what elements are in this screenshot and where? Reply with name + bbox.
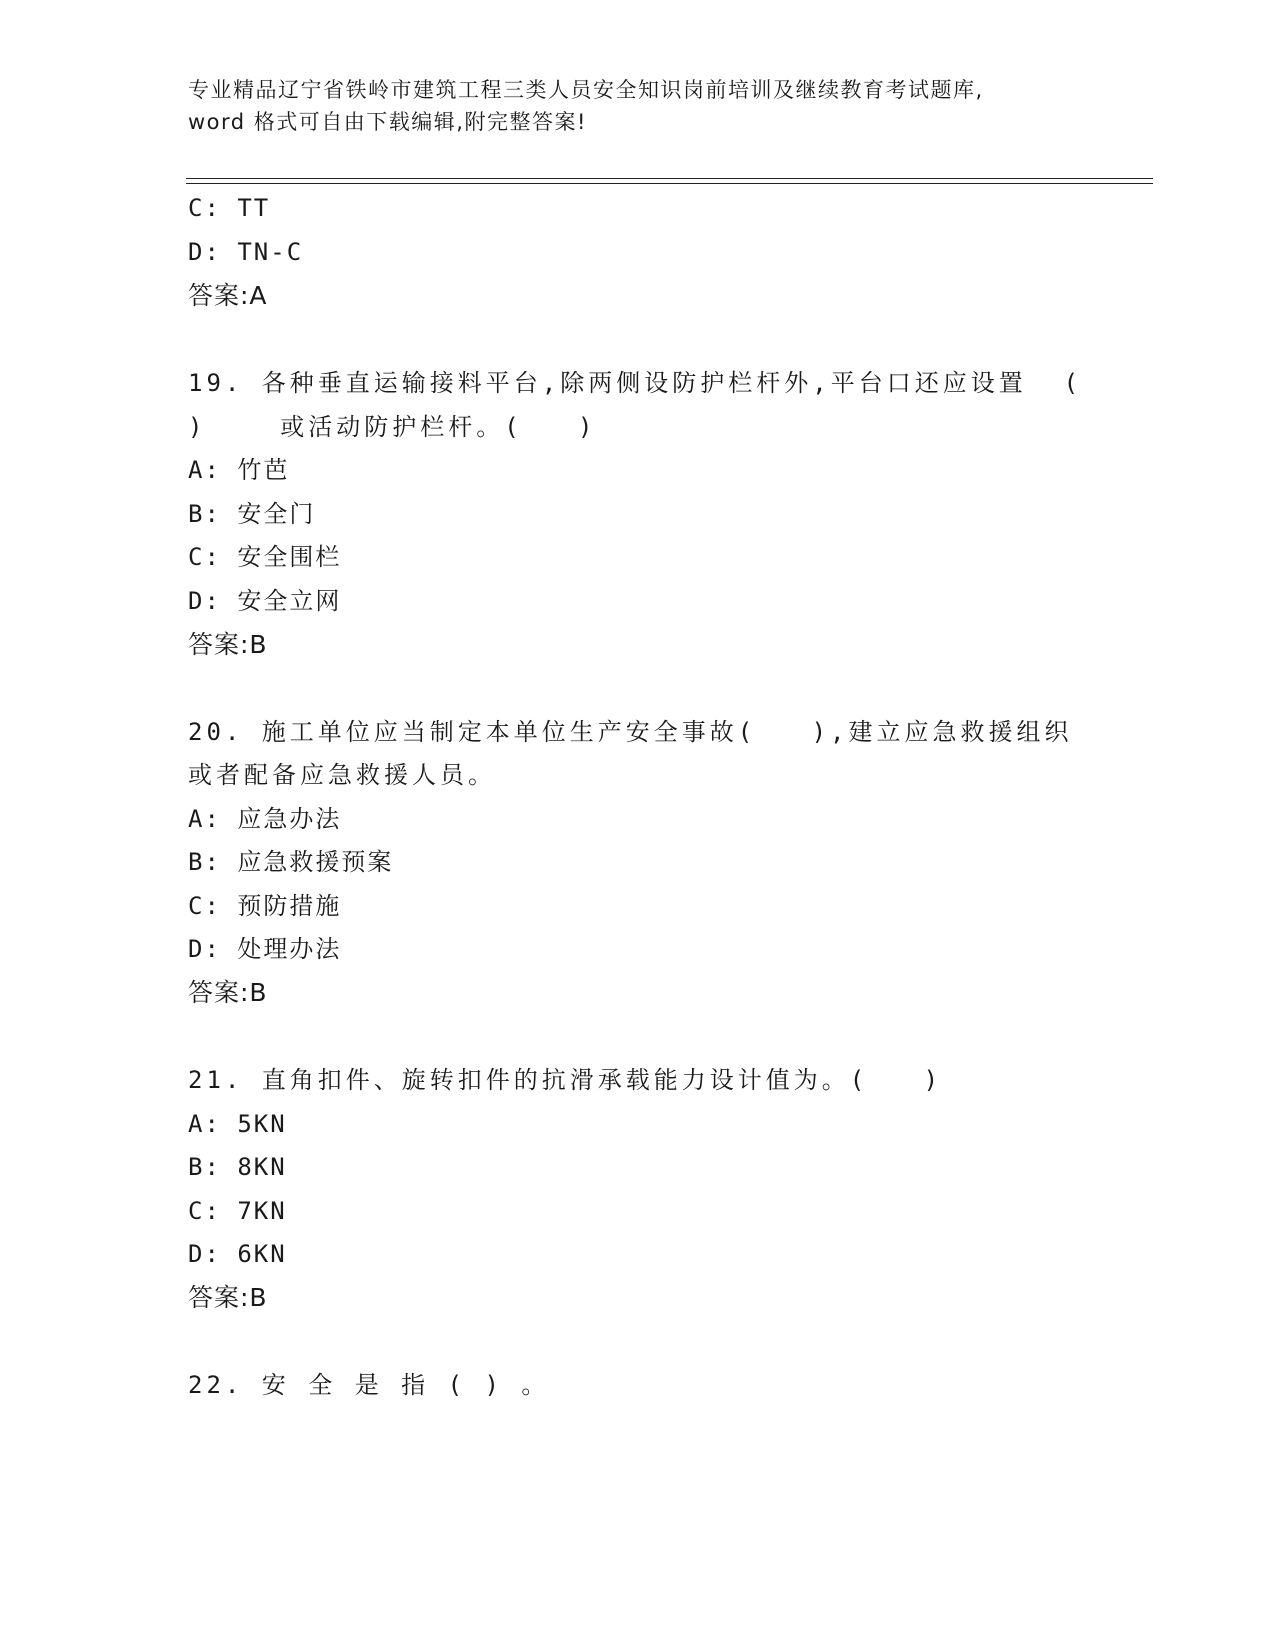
q20-option-b: B: 应急救援预案 [188, 848, 394, 876]
header-divider-top [186, 178, 1153, 179]
q21-option-d: D: 6KN [188, 1240, 287, 1268]
prev-option-c: C: TT [188, 194, 271, 222]
q20-option-c: C: 预防措施 [188, 892, 342, 920]
q19-option-c: C: 安全围栏 [188, 543, 342, 571]
q20-stem-line-1: 20. 施工单位应当制定本单位生产安全事故( ),建立应急救援组织 [188, 718, 1073, 746]
header-divider-bottom [186, 183, 1153, 184]
q19-stem-line-1: 19. 各种垂直运输接料平台,除两侧设防护栏杆外,平台口还应设置 ( [188, 369, 1083, 397]
q20-option-a: A: 应急办法 [188, 805, 342, 833]
q19-option-b: B: 安全门 [188, 500, 316, 528]
q19-option-d: D: 安全立网 [188, 587, 342, 615]
q19-stem-line-2: ) 或活动防护栏杆。( ) [188, 413, 597, 441]
q21-answer: 答案:B [188, 1283, 268, 1312]
document-header [188, 74, 1068, 138]
q21-option-c: C: 7KN [188, 1197, 287, 1225]
header-title-line-2: word 格式可自由下载编辑,附完整答案! [188, 110, 587, 134]
q21-stem-line-1: 21. 直角扣件、旋转扣件的抗滑承载能力设计值为。( ) [188, 1066, 943, 1094]
q22-stem-line-1: 22. 安 全 是 指 ( ) 。 [188, 1371, 550, 1399]
q20-stem-line-2: 或者配备应急救援人员。 [188, 761, 496, 789]
q20-answer: 答案:B [188, 978, 268, 1007]
q21-option-a: A: 5KN [188, 1110, 287, 1138]
q20-option-d: D: 处理办法 [188, 935, 342, 963]
q19-option-a: A: 竹芭 [188, 456, 290, 484]
prev-option-d: D: TN-C [188, 238, 304, 266]
prev-answer: 答案:A [188, 281, 268, 310]
header-title-line-1: 专业精品辽宁省铁岭市建筑工程三类人员安全知识岗前培训及继续教育考试题库, [188, 78, 984, 102]
q21-option-b: B: 8KN [188, 1153, 287, 1181]
q19-answer: 答案:B [188, 630, 268, 659]
